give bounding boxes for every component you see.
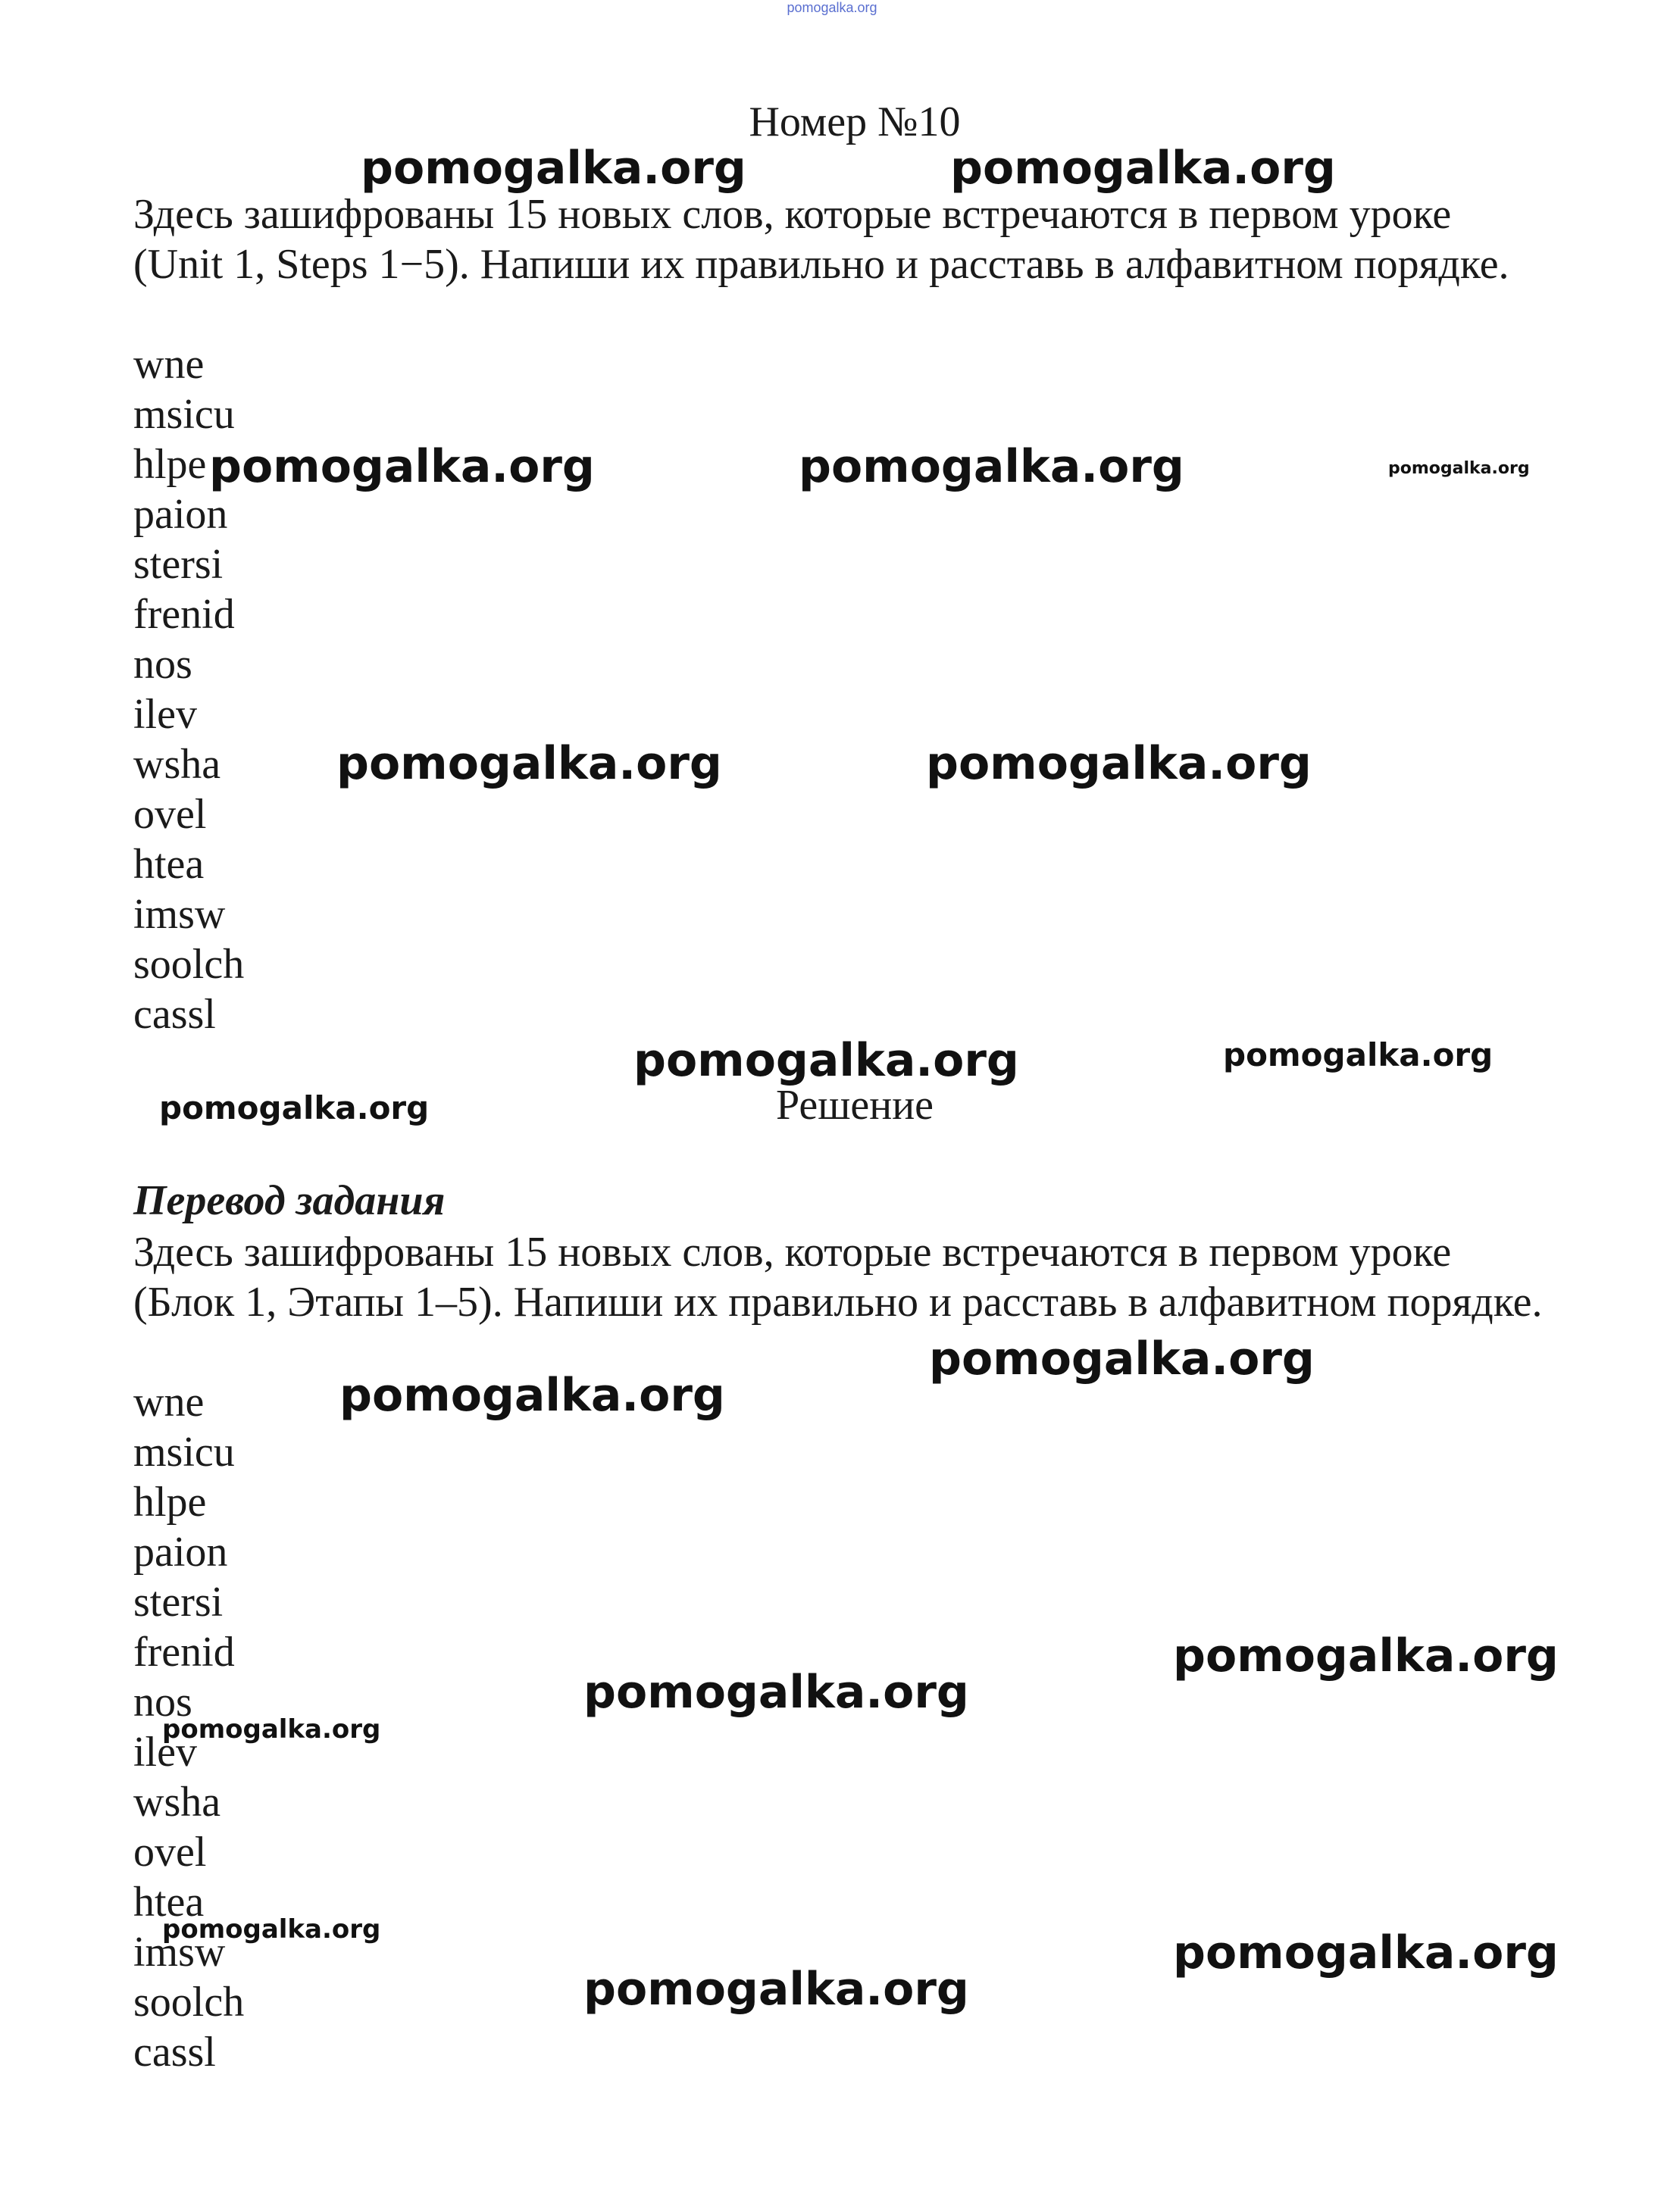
task-text: Здесь зашифрованы 15 новых слов, которые встречаются в первом уроке (Unit 1, Steps 1−5). Напиши их правильно и расставь в алфавитном порядке.	[133, 191, 1509, 288]
word-item: wsha	[133, 741, 221, 788]
translation-text: Здесь зашифрованы 15 новых слов, которые встречаются в первом уроке (Блок 1, Этапы 1–5). Напиши их правильно и расставь в алфавитном порядке.	[133, 1229, 1543, 1326]
word-item: ilev	[133, 691, 197, 738]
word-item: htea	[133, 1879, 205, 1926]
word-item: wne	[133, 341, 205, 388]
site-tag[interactable]: pomogalka.org	[787, 0, 877, 15]
watermark: pomogalka.org	[336, 737, 722, 790]
watermark: pomogalka.org	[339, 1369, 725, 1422]
word-item: cassl	[133, 2029, 216, 2076]
word-item: frenid	[133, 591, 235, 638]
word-item: hlpe	[133, 1479, 207, 1526]
word-item: nos	[133, 641, 192, 688]
watermark: pomogalka.org	[633, 1034, 1019, 1087]
word-item: frenid	[133, 1629, 235, 1676]
word-item: paion	[133, 1529, 228, 1576]
watermark: pomogalka.org	[950, 142, 1336, 195]
watermark: pomogalka.org	[361, 142, 746, 195]
watermark: pomogalka.org	[159, 1089, 430, 1126]
word-item: cassl	[133, 991, 216, 1038]
watermark: pomogalka.org	[209, 440, 595, 493]
watermark: pomogalka.org	[162, 1914, 381, 1945]
word-item: imsw	[133, 1929, 226, 1976]
word-item: hlpe	[133, 441, 207, 488]
word-item: ilev	[133, 1729, 197, 1776]
word-item: ovel	[133, 791, 207, 838]
translation-heading: Перевод задания	[133, 1177, 446, 1224]
watermark: pomogalka.org	[1223, 1036, 1494, 1073]
word-item: wne	[133, 1379, 205, 1426]
watermark: pomogalka.org	[583, 1666, 969, 1719]
word-item: imsw	[133, 891, 226, 938]
word-item: wsha	[133, 1779, 221, 1826]
word-item: soolch	[133, 1979, 245, 2026]
watermark: pomogalka.org	[162, 1714, 381, 1745]
word-item: msicu	[133, 1429, 235, 1476]
word-item: nos	[133, 1679, 192, 1726]
watermark: pomogalka.org	[1173, 1926, 1559, 1979]
word-item: msicu	[133, 391, 235, 438]
word-item: ovel	[133, 1829, 207, 1876]
watermark: pomogalka.org	[1173, 1629, 1559, 1682]
word-item: soolch	[133, 941, 245, 988]
watermark: pomogalka.org	[926, 737, 1312, 790]
watermark: pomogalka.org	[1388, 459, 1530, 478]
watermark: pomogalka.org	[583, 1963, 969, 2016]
word-item: stersi	[133, 541, 224, 588]
page-title: Номер №10	[749, 98, 961, 145]
word-item: htea	[133, 841, 205, 888]
word-item: paion	[133, 491, 228, 538]
watermark: pomogalka.org	[929, 1333, 1315, 1386]
word-item: stersi	[133, 1579, 224, 1626]
watermark: pomogalka.org	[799, 440, 1184, 493]
solution-label: Решение	[775, 1082, 934, 1129]
